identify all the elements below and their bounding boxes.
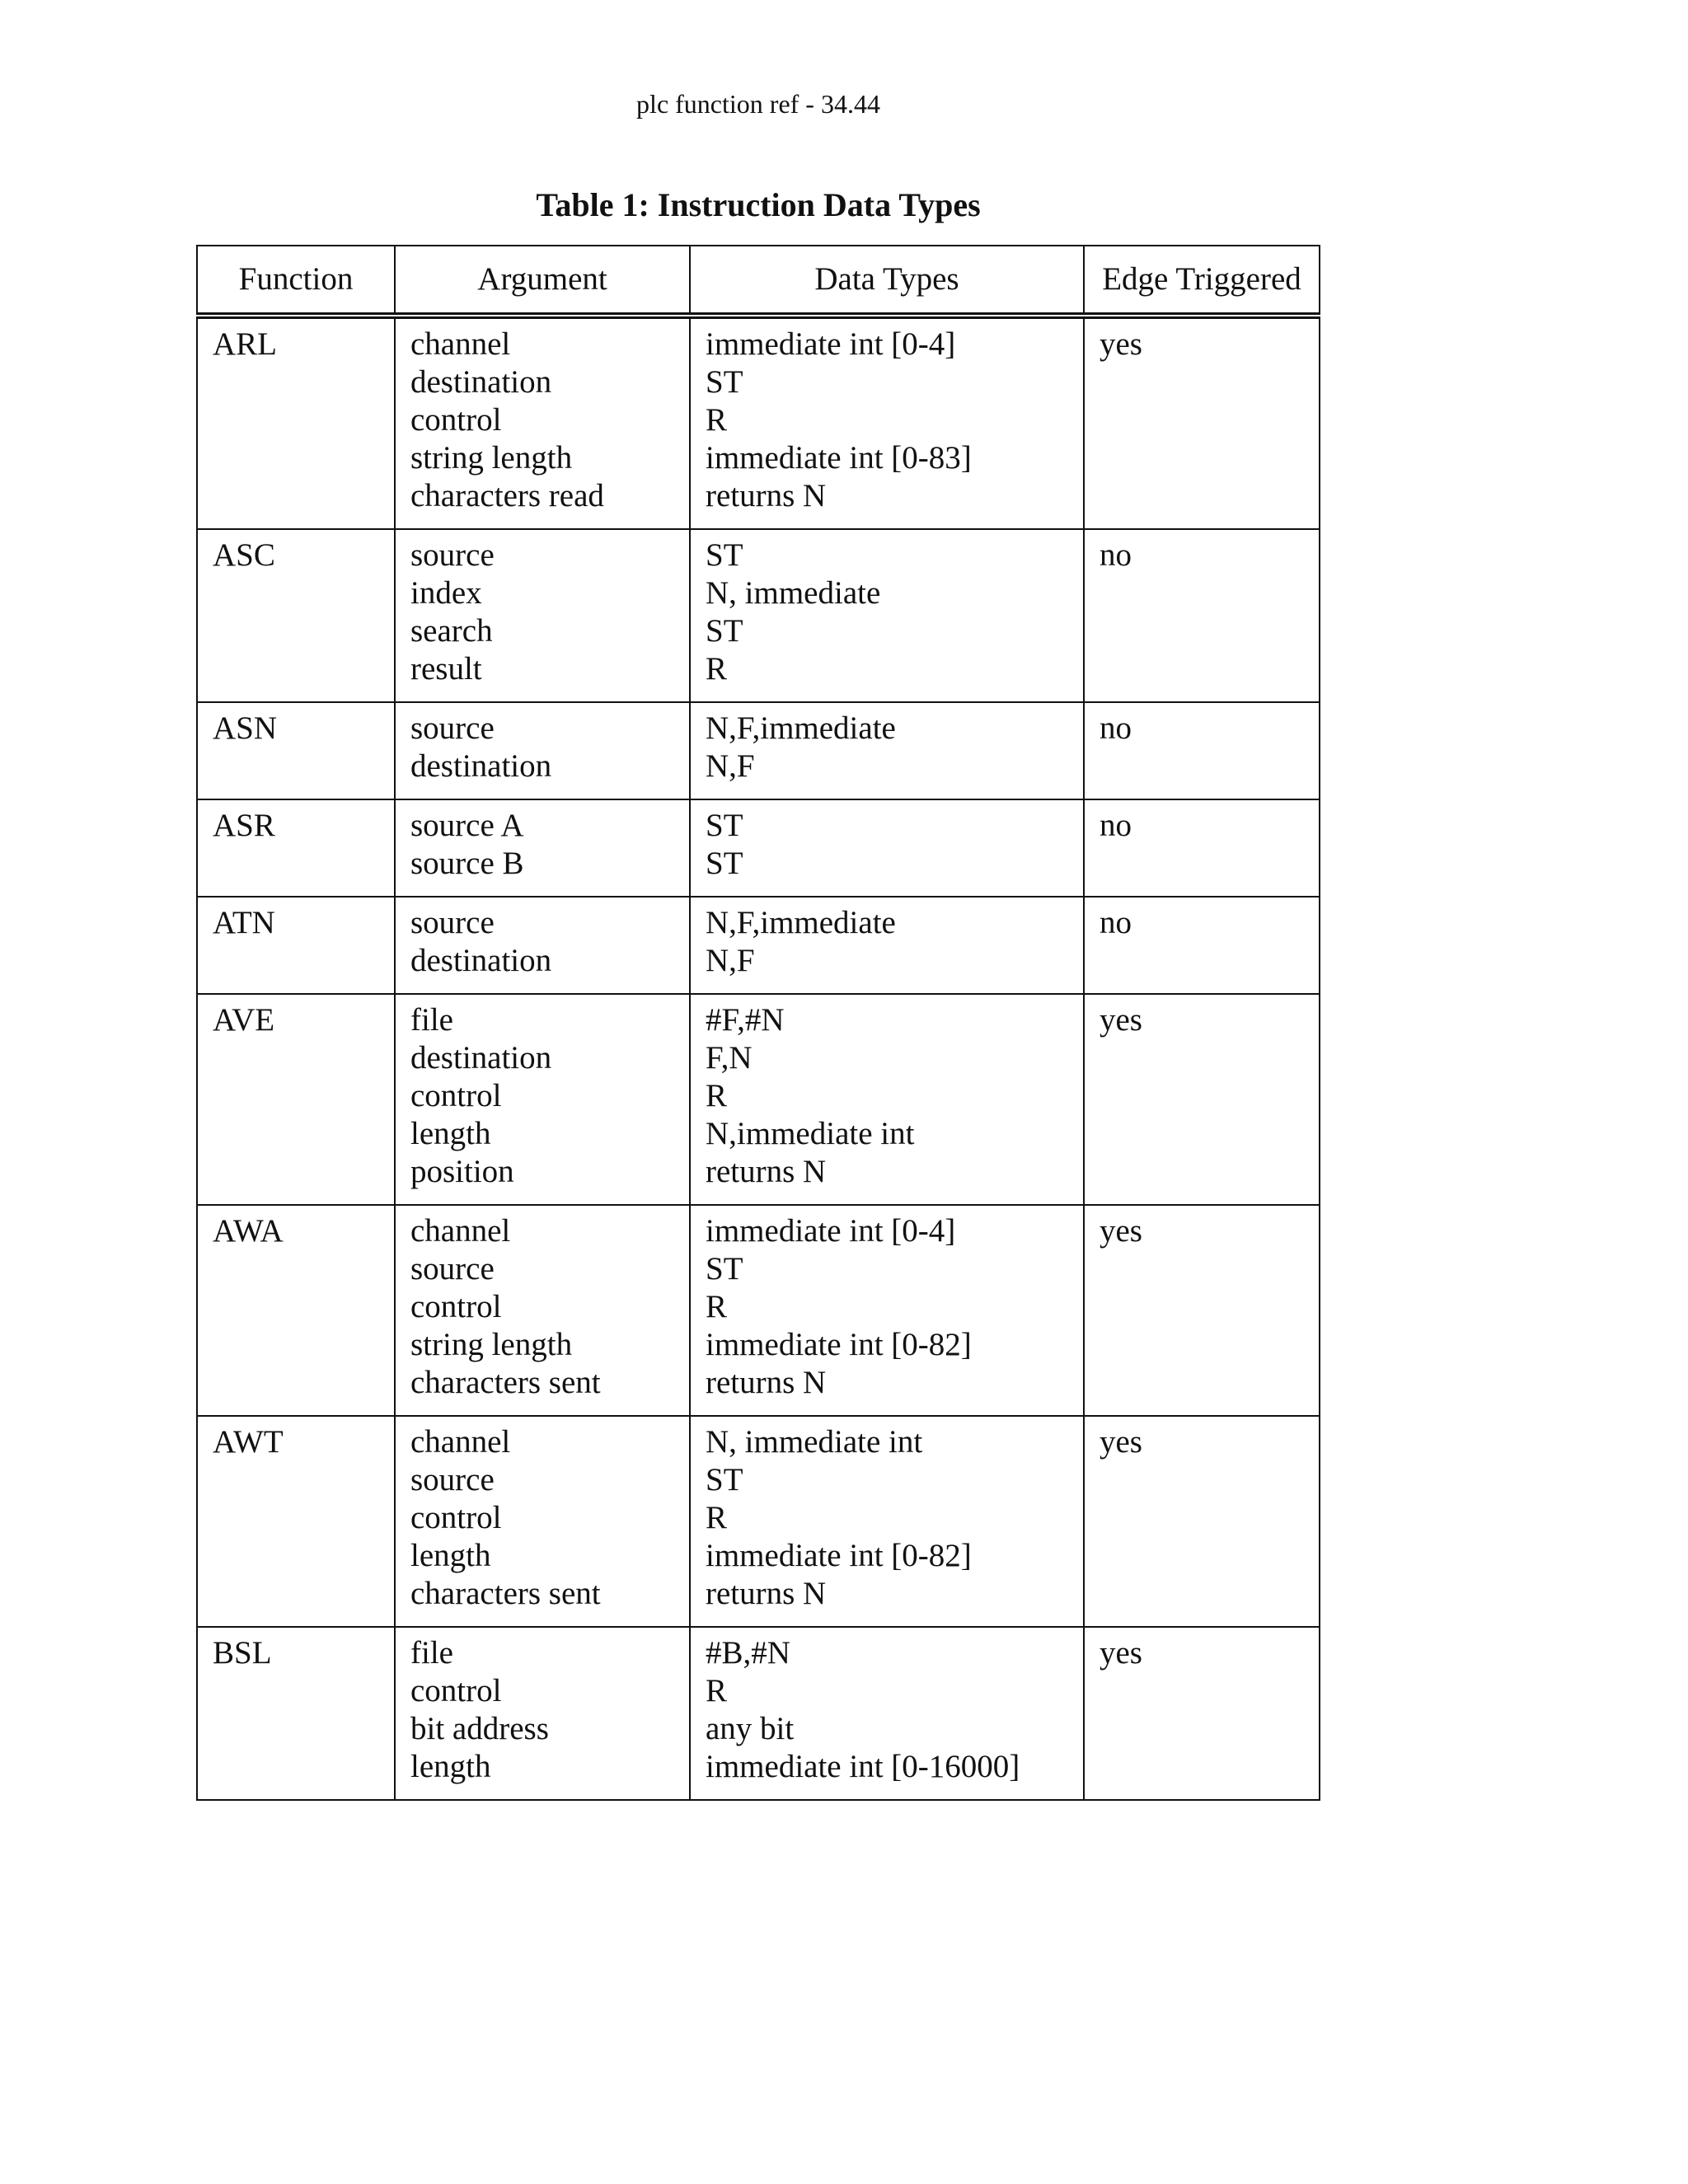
- data-types-cell: [690, 316, 1084, 529]
- argument-line: control: [410, 1078, 502, 1113]
- edge-triggered-cell: no: [1084, 799, 1320, 897]
- function-cell: ASC: [197, 529, 395, 702]
- data-type-line: returns N: [706, 1154, 827, 1189]
- edge-triggered-cell: yes: [1084, 1627, 1320, 1800]
- argument-cell: [395, 994, 690, 1205]
- function-cell: ASN: [197, 702, 395, 799]
- table-row: [197, 316, 1320, 529]
- edge-triggered-cell: yes: [1084, 994, 1320, 1205]
- edge-triggered-cell: no: [1084, 702, 1320, 799]
- function-cell: ASR: [197, 799, 395, 897]
- data-type-line: ST: [706, 808, 743, 843]
- argument-line: channel: [410, 1424, 511, 1460]
- data-type-line: returns N: [706, 1576, 827, 1611]
- table-body: [197, 316, 1320, 1800]
- argument-cell: [395, 897, 690, 994]
- data-type-line: immediate int [0-83]: [706, 440, 972, 476]
- argument-line: string length: [410, 440, 573, 476]
- table-header-row: [197, 246, 1320, 316]
- data-type-line: ST: [706, 364, 743, 400]
- argument-line: index: [410, 575, 482, 611]
- data-type-line: returns N: [706, 478, 827, 513]
- table-row: [197, 1205, 1320, 1416]
- argument-line: destination: [410, 943, 552, 978]
- column-header-data-types: Data Types: [690, 246, 1084, 316]
- argument-line: source A: [410, 808, 524, 843]
- argument-line: length: [410, 1538, 491, 1573]
- argument-cell: [395, 702, 690, 799]
- column-header-edge-triggered: Edge Triggered: [1084, 246, 1320, 316]
- argument-line: source: [410, 710, 495, 746]
- page-header: plc function ref - 34.44: [636, 89, 880, 119]
- data-type-line: R: [706, 1289, 728, 1324]
- argument-line: bit address: [410, 1711, 549, 1746]
- data-type-line: ST: [706, 846, 743, 881]
- argument-cell: [395, 1205, 690, 1416]
- argument-line: characters read: [410, 478, 604, 513]
- data-type-line: ST: [706, 537, 743, 573]
- instruction-data-types-table: [196, 245, 1320, 1801]
- edge-triggered-cell: yes: [1084, 316, 1320, 529]
- data-type-line: any bit: [706, 1711, 795, 1746]
- data-types-cell: [690, 702, 1084, 799]
- function-cell: AWT: [197, 1416, 395, 1627]
- data-type-line: R: [706, 402, 728, 438]
- argument-cell: [395, 799, 690, 897]
- argument-line: channel: [410, 1213, 511, 1249]
- argument-line: source: [410, 537, 495, 573]
- data-types-cell: [690, 994, 1084, 1205]
- argument-line: source: [410, 1462, 495, 1497]
- data-type-line: N,F: [706, 943, 755, 978]
- argument-cell: [395, 316, 690, 529]
- data-type-line: immediate int [0-82]: [706, 1538, 972, 1573]
- data-type-line: immediate int [0-4]: [706, 1213, 956, 1249]
- argument-line: destination: [410, 364, 552, 400]
- data-type-line: immediate int [0-16000]: [706, 1749, 1020, 1784]
- data-type-line: #B,#N: [706, 1635, 790, 1671]
- data-types-cell: [690, 529, 1084, 702]
- data-type-line: N, immediate: [706, 575, 881, 611]
- argument-line: position: [410, 1154, 514, 1189]
- data-type-line: R: [706, 1078, 728, 1113]
- table-row: [197, 1627, 1320, 1800]
- argument-line: destination: [410, 1040, 552, 1076]
- argument-line: search: [410, 613, 493, 649]
- edge-triggered-cell: no: [1084, 529, 1320, 702]
- data-type-line: returns N: [706, 1365, 827, 1400]
- argument-line: length: [410, 1116, 491, 1151]
- data-types-cell: [690, 897, 1084, 994]
- argument-line: file: [410, 1002, 453, 1038]
- argument-cell: [395, 1627, 690, 1800]
- data-type-line: N, immediate int: [706, 1424, 923, 1460]
- argument-cell: [395, 529, 690, 702]
- argument-line: file: [410, 1635, 453, 1671]
- edge-triggered-cell: no: [1084, 897, 1320, 994]
- data-type-line: immediate int [0-4]: [706, 326, 956, 362]
- argument-line: control: [410, 1289, 502, 1324]
- data-type-line: R: [706, 651, 728, 687]
- data-type-line: R: [706, 1673, 728, 1708]
- argument-line: control: [410, 402, 502, 438]
- data-type-line: R: [706, 1500, 728, 1535]
- table-row: [197, 897, 1320, 994]
- argument-line: channel: [410, 326, 511, 362]
- data-type-line: N,F,immediate: [706, 905, 896, 940]
- column-header-argument: Argument: [395, 246, 690, 316]
- argument-line: destination: [410, 748, 552, 784]
- argument-line: length: [410, 1749, 491, 1784]
- table-row: [197, 1416, 1320, 1627]
- argument-line: result: [410, 651, 482, 687]
- function-cell: BSL: [197, 1627, 395, 1800]
- data-type-line: ST: [706, 1251, 743, 1286]
- argument-line: control: [410, 1673, 502, 1708]
- table-caption: Table 1: Instruction Data Types: [536, 186, 981, 223]
- data-type-line: N,F,immediate: [706, 710, 896, 746]
- edge-triggered-cell: yes: [1084, 1205, 1320, 1416]
- function-cell: AWA: [197, 1205, 395, 1416]
- table-row: [197, 799, 1320, 897]
- argument-line: characters sent: [410, 1365, 601, 1400]
- argument-line: source: [410, 905, 495, 940]
- argument-line: string length: [410, 1327, 573, 1362]
- data-type-line: N,F: [706, 748, 755, 784]
- data-type-line: ST: [706, 1462, 743, 1497]
- function-cell: ARL: [197, 316, 395, 529]
- argument-line: source: [410, 1251, 495, 1286]
- argument-line: control: [410, 1500, 502, 1535]
- data-type-line: #F,#N: [706, 1002, 785, 1038]
- column-header-function: Function: [197, 246, 395, 316]
- data-type-line: ST: [706, 613, 743, 649]
- data-type-line: F,N: [706, 1040, 753, 1076]
- table-row: [197, 702, 1320, 799]
- data-types-cell: [690, 1627, 1084, 1800]
- function-cell: ATN: [197, 897, 395, 994]
- argument-line: source B: [410, 846, 524, 881]
- data-type-line: immediate int [0-82]: [706, 1327, 972, 1362]
- data-types-cell: [690, 799, 1084, 897]
- argument-cell: [395, 1416, 690, 1627]
- data-types-cell: [690, 1416, 1084, 1627]
- argument-line: characters sent: [410, 1576, 601, 1611]
- data-types-cell: [690, 1205, 1084, 1416]
- function-cell: AVE: [197, 994, 395, 1205]
- data-type-line: N,immediate int: [706, 1116, 915, 1151]
- table-row: [197, 529, 1320, 702]
- table-row: [197, 994, 1320, 1205]
- edge-triggered-cell: yes: [1084, 1416, 1320, 1627]
